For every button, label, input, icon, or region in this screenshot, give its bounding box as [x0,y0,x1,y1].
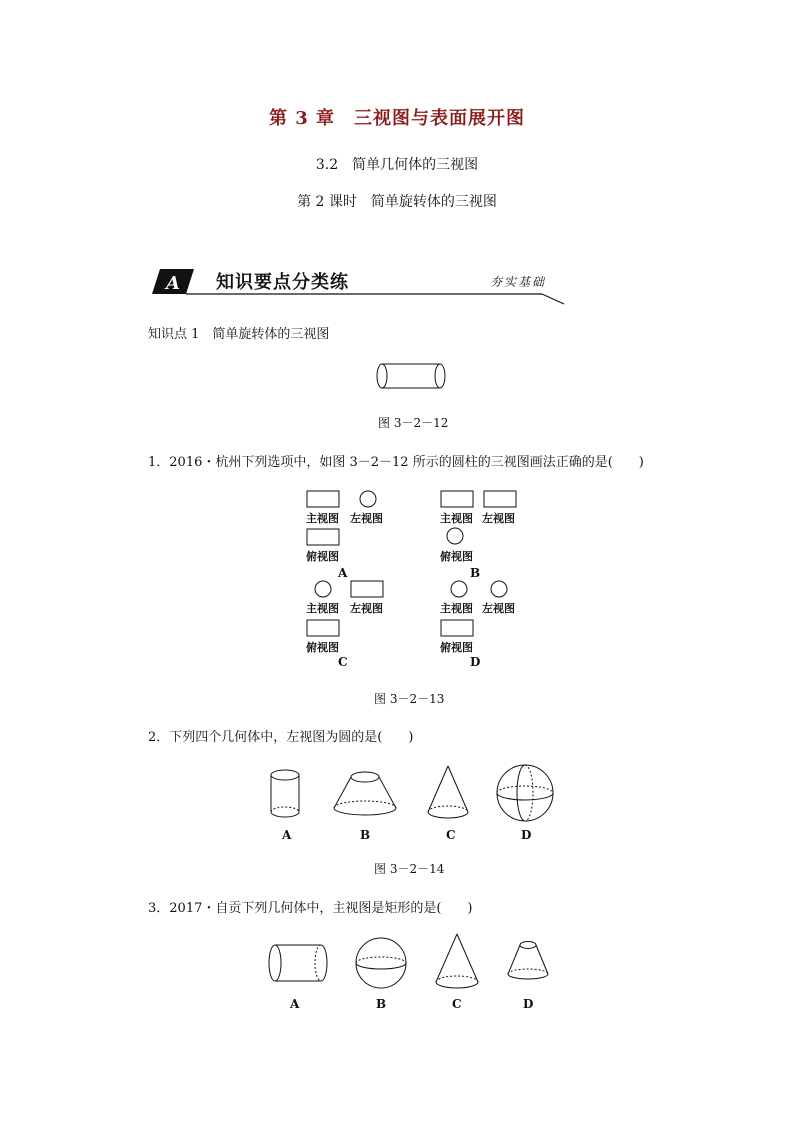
banner-subtitle: 夯实基础 [490,275,547,289]
top-view-label: 俯视图 [440,550,473,563]
knowledge-point-heading: 知识点 1 简单旋转体的三视图 [148,327,330,342]
sphere-solid [352,936,412,992]
figure-caption-14: 图 3－2－14 [374,862,445,876]
figure-caption-13: 图 3－2－13 [374,692,445,706]
left-view-label: 左视图 [350,512,383,525]
option-label-c: C [446,828,456,842]
option-label-c: C [338,655,348,669]
figure-caption-12: 图 3－2－12 [378,416,449,430]
frustum-solid [330,770,402,822]
cylinder-figure [372,360,452,394]
horizontal-cylinder-solid [266,940,332,986]
left-view-label: 左视图 [350,602,383,615]
top-view-rect [306,619,342,639]
front-view-rect [440,490,476,510]
option-label-c: C [452,997,462,1011]
cylinder-solid [264,766,308,824]
left-view-label: 左视图 [482,512,515,525]
left-view-rect [483,490,519,510]
front-view-label: 主视图 [306,512,339,525]
question-3: 3．2017・自贡下列几何体中，主视图是矩形的是( ) [148,901,473,916]
top-view-rect [306,528,342,548]
front-view-circle [313,580,333,600]
section-title: 3.2 简单几何体的三视图 [315,157,479,173]
front-view-label: 主视图 [306,602,339,615]
option-label-b: B [360,828,371,842]
left-view-circle [489,580,509,600]
lesson-title: 第 2 课时 简单旋转体的三视图 [297,194,497,210]
option-label-d: D [470,655,481,669]
chapter-title: 第 3 章 三视图与表面展开图 [268,108,526,129]
question-1: 1．2016・杭州下列选项中，如图 3－2－12 所示的圆柱的三视图画法正确的是( ) [148,455,644,470]
top-view-circle [445,527,465,547]
option-label-d: D [523,997,534,1011]
option-label-b: B [376,997,387,1011]
banner-badge-letter: A [166,273,180,294]
banner-title: 知识要点分类练 [216,272,349,293]
top-view-rect [440,619,476,639]
front-view-label: 主视图 [440,512,473,525]
cone-solid [432,932,484,994]
cone-solid [424,764,474,824]
left-view-rect [350,580,386,600]
option-label-d: D [521,828,532,842]
frustum-solid [504,938,554,988]
option-label-a: A [338,566,348,580]
question-2: 2．下列四个几何体中，左视图为圆的是( ) [148,730,414,745]
option-label-a: A [290,997,300,1011]
top-view-label: 俯视图 [306,550,339,563]
option-label-b: B [470,566,481,580]
top-view-label: 俯视图 [440,641,473,654]
left-view-circle [358,490,378,510]
option-label-a: A [282,828,292,842]
front-view-rect [306,490,342,510]
front-view-label: 主视图 [440,602,473,615]
sphere-solid [494,762,558,826]
top-view-label: 俯视图 [306,641,339,654]
front-view-circle [449,580,469,600]
left-view-label: 左视图 [482,602,515,615]
